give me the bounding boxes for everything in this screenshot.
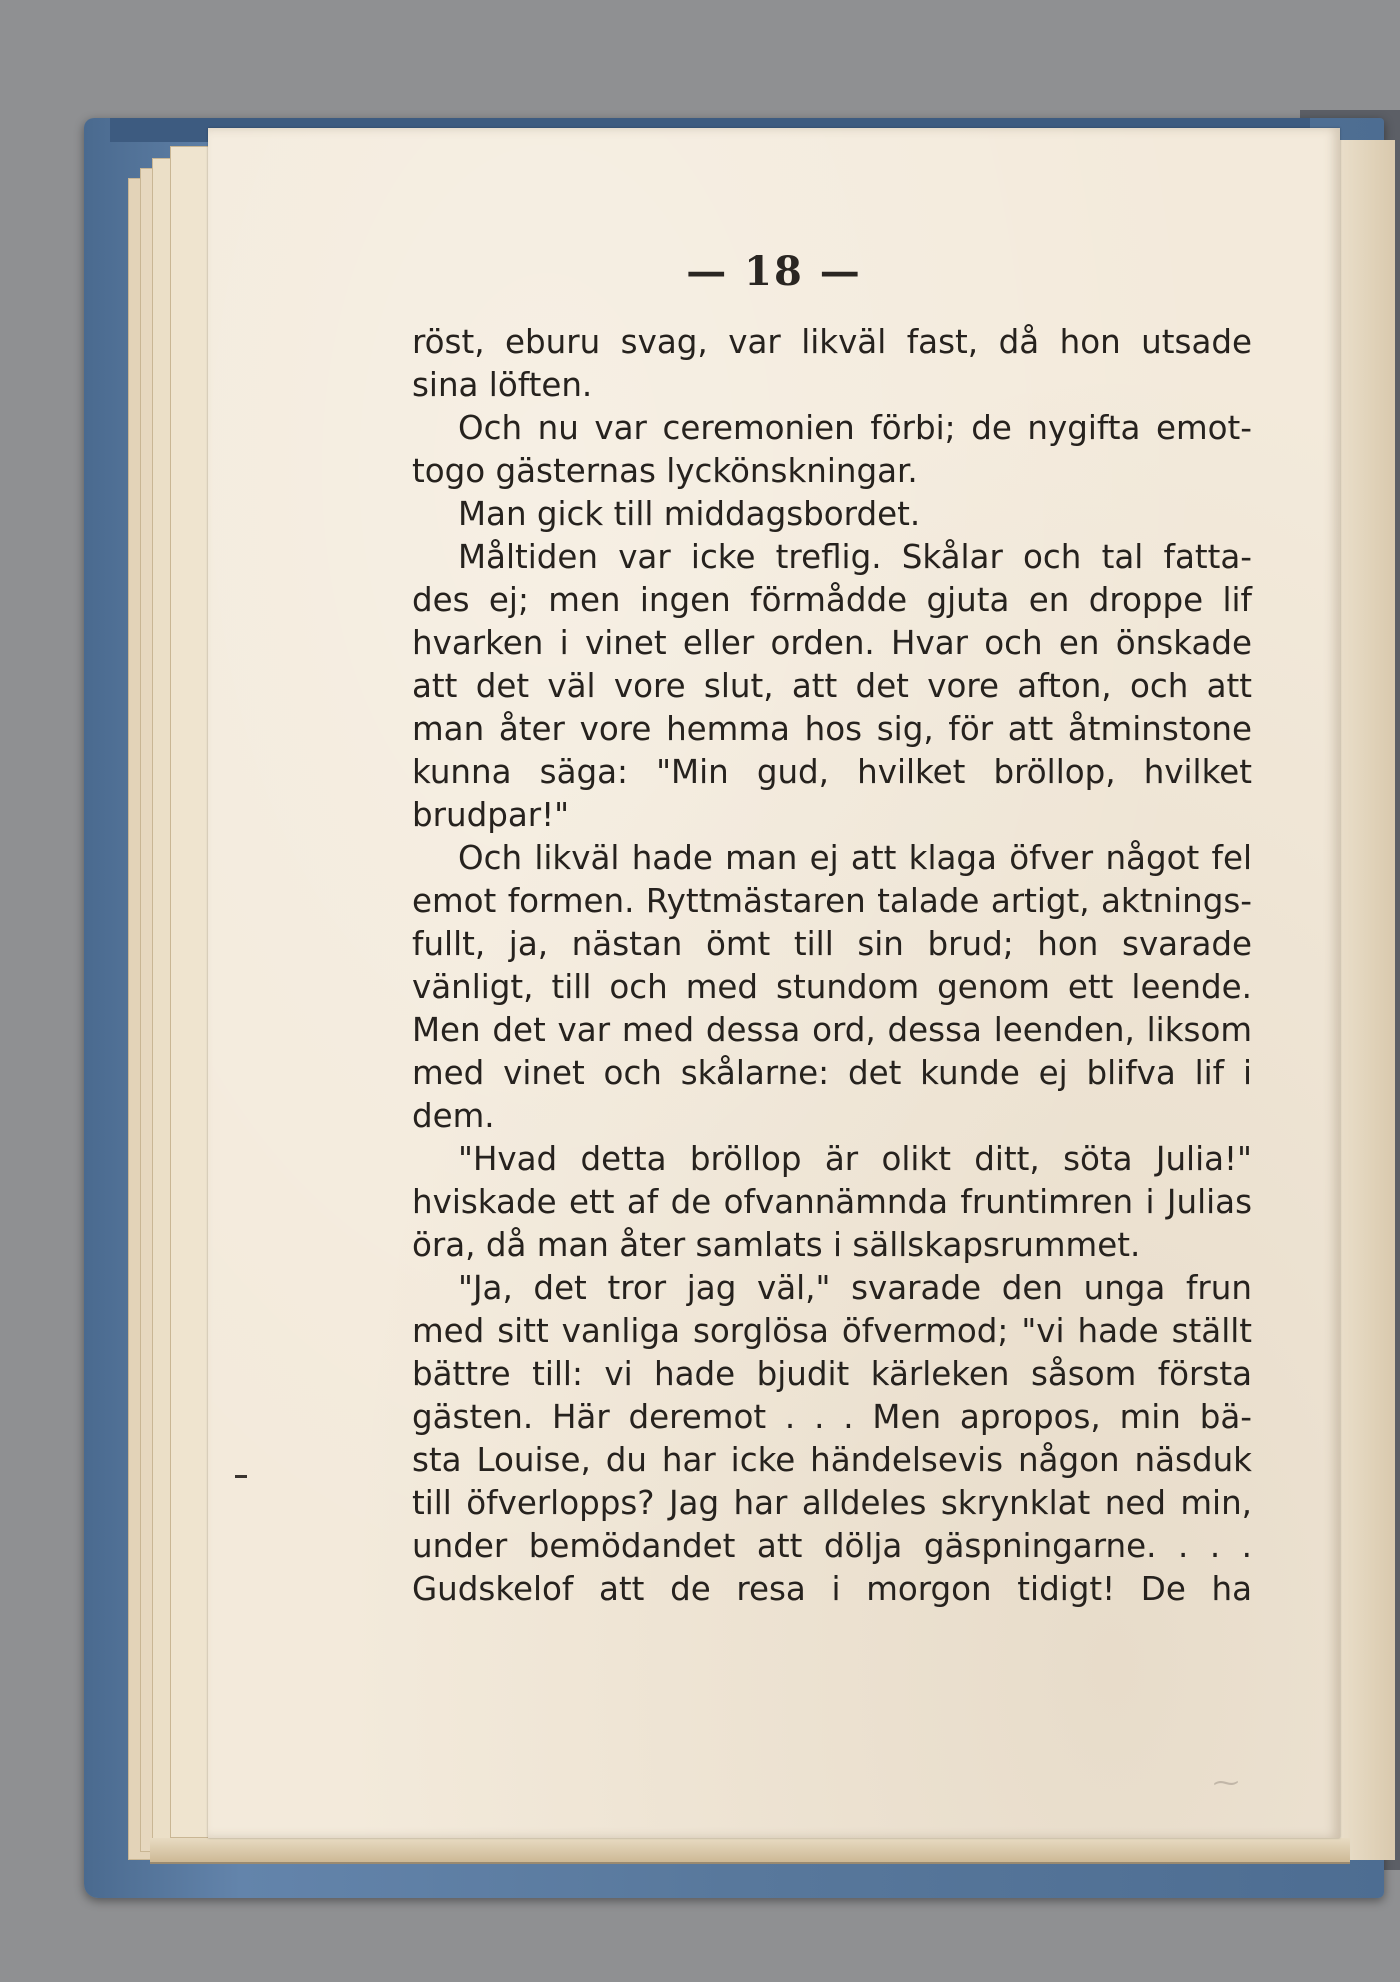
text-line: hvarken i vinet eller orden. Hvar och en önskade [412,624,1252,662]
text-line: brudpar!" [412,796,570,834]
text-line: emot formen. Ryttmästaren talade artigt, aktnings- [412,882,1252,920]
text-line: dem. [412,1097,495,1135]
text-line: togo gästernas lyckönskningar. [412,452,918,490]
text-line: Men det var med dessa ord, dessa leenden, liksom [412,1011,1252,1049]
margin-mark [235,1475,247,1478]
text-line: man åter vore hemma hos sig, för att åtminstone [412,710,1252,748]
faint-pencil-mark: ⁓ [1213,1768,1239,1798]
text-line: med sitt vanliga sorglösa öfvermod; "vi hade ställt [412,1312,1252,1350]
text-line: under bemödandet att dölja gäspningarne. . . . [412,1527,1252,1565]
book-page [208,128,1340,1838]
page-number: — 18 — [686,248,862,295]
text-line: "Ja, det tror jag väl," svarade den unga frun [458,1269,1252,1307]
text-line: sta Louise, du har icke händelsevis någon näsduk [412,1441,1252,1479]
text-line: röst, eburu svag, var likväl fast, då hon utsade [412,323,1252,361]
text-line: gästen. Här deremot . . . Men apropos, min bä- [412,1398,1252,1436]
text-line: till öfverlopps? Jag har alldeles skrynklat ned min, [412,1484,1252,1522]
text-line: vänligt, till och med stundom genom ett leende. [412,968,1252,1006]
text-line: Och likväl hade man ej att klaga öfver något fel [458,839,1252,877]
text-line: Och nu var ceremonien förbi; de nygifta emot- [458,409,1252,447]
text-line: Man gick till middagsbordet. [458,495,921,533]
text-line: Måltiden var icke treflig. Skålar och tal fatta- [458,538,1252,576]
text-line: sina löften. [412,366,593,404]
text-line: med vinet och skålarne: det kunde ej blifva lif i [412,1054,1252,1092]
text-line: att det väl vore slut, att det vore afton, och att [412,667,1252,705]
text-line: hviskade ett af de ofvannämnda fruntimren i Julias [412,1183,1252,1221]
text-line: "Hvad detta bröllop är olikt ditt, söta Julia!" [458,1140,1252,1178]
text-line: des ej; men ingen förmådde gjuta en droppe lif [412,581,1252,619]
bottom-page-edge [150,1838,1350,1864]
text-line: fullt, ja, nästan ömt till sin brud; hon svarade [412,925,1252,963]
text-line: öra, då man åter samlats i sällskapsrummet. [412,1226,1141,1264]
text-line: Gudskelof att de resa i morgon tidigt! De ha [412,1570,1252,1608]
text-line: kunna säga: "Min gud, hvilket bröllop, hvilket [412,753,1252,791]
text-line: bättre till: vi hade bjudit kärleken såsom första [412,1355,1252,1393]
page-text [412,321,1252,1611]
